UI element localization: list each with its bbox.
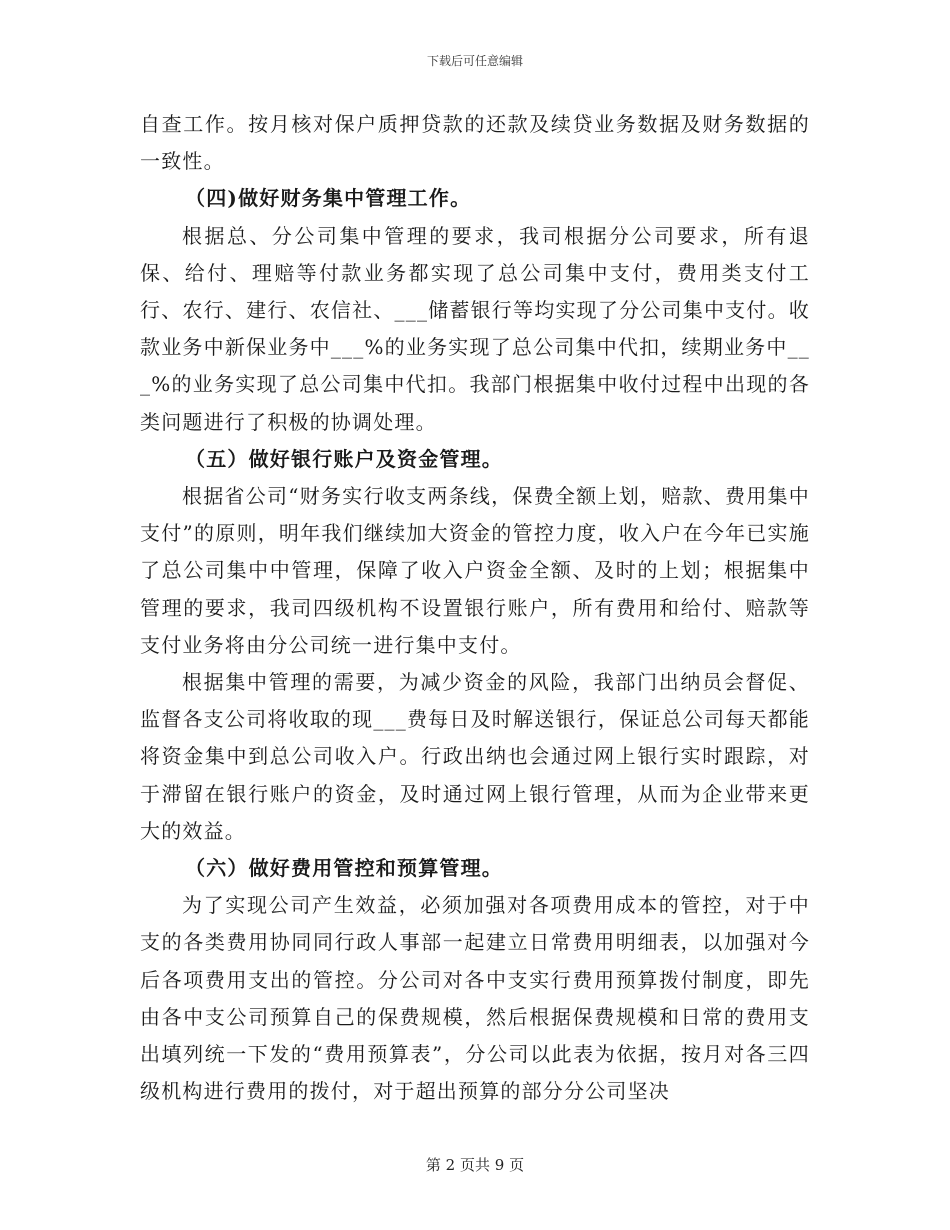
paragraph-centralized-management: 根据总、分公司集中管理的要求，我司根据分公司要求，所有退保、给付、理赔等付款业务都实现了总公司集中支付，费用类支付工行、农行、建行、农信社、___储蓄银行等均实现了分公司集中支付。收款业务中新保业务中___%的业务实现了总公司集中代扣，续期业务中___%的业务实现了总公司集中代扣。我部门根据集中收付过程中出现的各类问题进行了积极的协调处理。	[140, 223, 810, 434]
section-heading-5: （五）做好银行账户及资金管理。	[185, 446, 503, 471]
paragraph-fund-risk: 根据集中管理的需要，为减少资金的风险，我部门出纳员会督促、监督各支公司将收取的现___费每日及时解送银行，保证总公司每天都能将资金集中到总公司收入户。行政出纳也会通过网上银行实时跟踪，对于滞留在银行账户的资金，及时通过网上银行管理，从而为企业带来更大的效益。	[140, 670, 810, 843]
page-footer: 第 2 页共 9 页	[425, 1156, 525, 1174]
section-heading-6: （六）做好费用管控和预算管理。	[185, 856, 503, 881]
document-body	[140, 106, 810, 1110]
paragraph-expense-budget: 为了实现公司产生效益，必须加强对各项费用成本的管控，对于中支的各类费用协同同行政人事部一起建立日常费用明细表，以加强对今后各项费用支出的管控。分公司对各中支实行费用预算拨付制度，即先由各中支公司预算自己的保费规模，然后根据保费规模和日常的费用支出填列统一下发的“费用预算表”，分公司以此表为依据，按月对各三四级机构进行费用的拨付，对于超出预算的部分分公司坚决	[140, 893, 810, 1104]
paragraph-continuation: 自查工作。按月核对保户质押贷款的还款及续贷业务数据及财务数据的一致性。	[140, 112, 810, 174]
section-heading-4: （四)做好财务集中管理工作。	[185, 186, 472, 211]
paragraph-bank-accounts: 根据省公司“财务实行收支两条线，保费全额上划，赔款、费用集中支付”的原则，明年我们继续加大资金的管控力度，收入户在今年已实施了总公司集中中管理，保障了收入户资金全额、及时的上划；根据集中管理的要求，我司四级机构不设置银行账户，所有费用和给付、赔款等支付业务将由分公司统一进行集中支付。	[140, 484, 810, 657]
page-header: 下载后可任意编辑	[426, 54, 523, 68]
